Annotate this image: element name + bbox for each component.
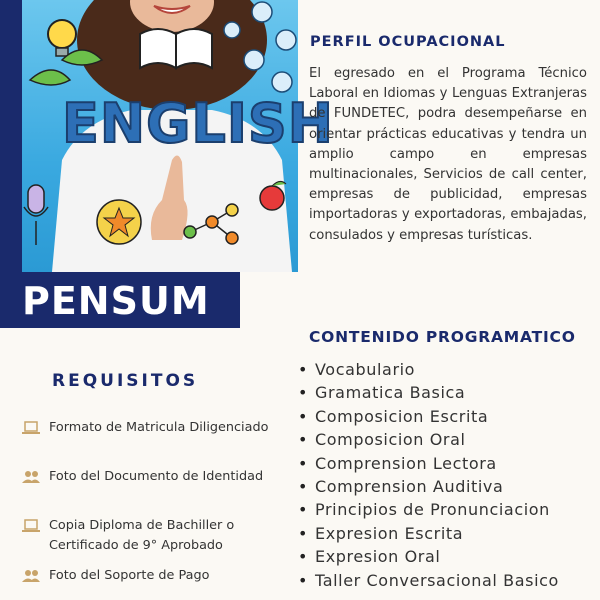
requisito-item — [22, 516, 282, 555]
list-item: • Composicion Escrita — [298, 405, 559, 428]
list-item: • Taller Conversacional Basico — [298, 569, 559, 592]
list-item: • Comprension Lectora — [298, 452, 559, 475]
requisitos-title: REQUISITOS — [52, 371, 199, 391]
hero-english-word: ENGLISH — [62, 92, 334, 155]
list-item: • Composicion Oral — [298, 428, 559, 451]
list-item: • Expresion Escrita — [298, 522, 559, 545]
list-item: • Vocabulario — [298, 358, 559, 381]
hero-image — [22, 0, 334, 272]
requisito-text: Formato de Matricula Diligenciado — [49, 420, 269, 435]
requisito-text: Copia Diploma de Bachiller o Certificado de 9° Aprobado — [49, 518, 235, 553]
perfil-text: El egresado en el Programa Técnico Laboral en Idiomas y Lenguas Extranjeras de FUNDETEC, podra desempeñarse en orientar prácticas educativas y tendra un amplio campo en empresas multinacionales, Servicios de call center, empresas de publicidad, empresas importadoras y exportadoras, embajadas, consulados y empresas turísticas. — [309, 66, 587, 243]
requisito-text: Foto del Soporte de Pago — [49, 568, 210, 583]
requisito-item — [22, 418, 282, 438]
list-item: • Principios de Pronunciacion — [298, 498, 559, 521]
laptop-icon — [22, 421, 40, 435]
laptop-icon — [22, 519, 40, 533]
perfil-title: PERFIL OCUPACIONAL — [310, 34, 506, 50]
contenido-title: CONTENIDO PROGRAMATICO — [309, 328, 576, 346]
list-item: • Comprension Auditiva — [298, 475, 559, 498]
list-item: • Expresion Oral — [298, 545, 559, 568]
requisito-item — [22, 467, 282, 487]
contenido-list — [298, 358, 559, 592]
list-item: • Gramatica Basica — [298, 381, 559, 404]
requisito-item — [22, 566, 282, 586]
pensum-label: PENSUM — [22, 279, 210, 323]
people-icon — [22, 470, 40, 484]
requisito-text: Foto del Documento de Identidad — [49, 469, 264, 484]
people-icon — [22, 569, 40, 583]
